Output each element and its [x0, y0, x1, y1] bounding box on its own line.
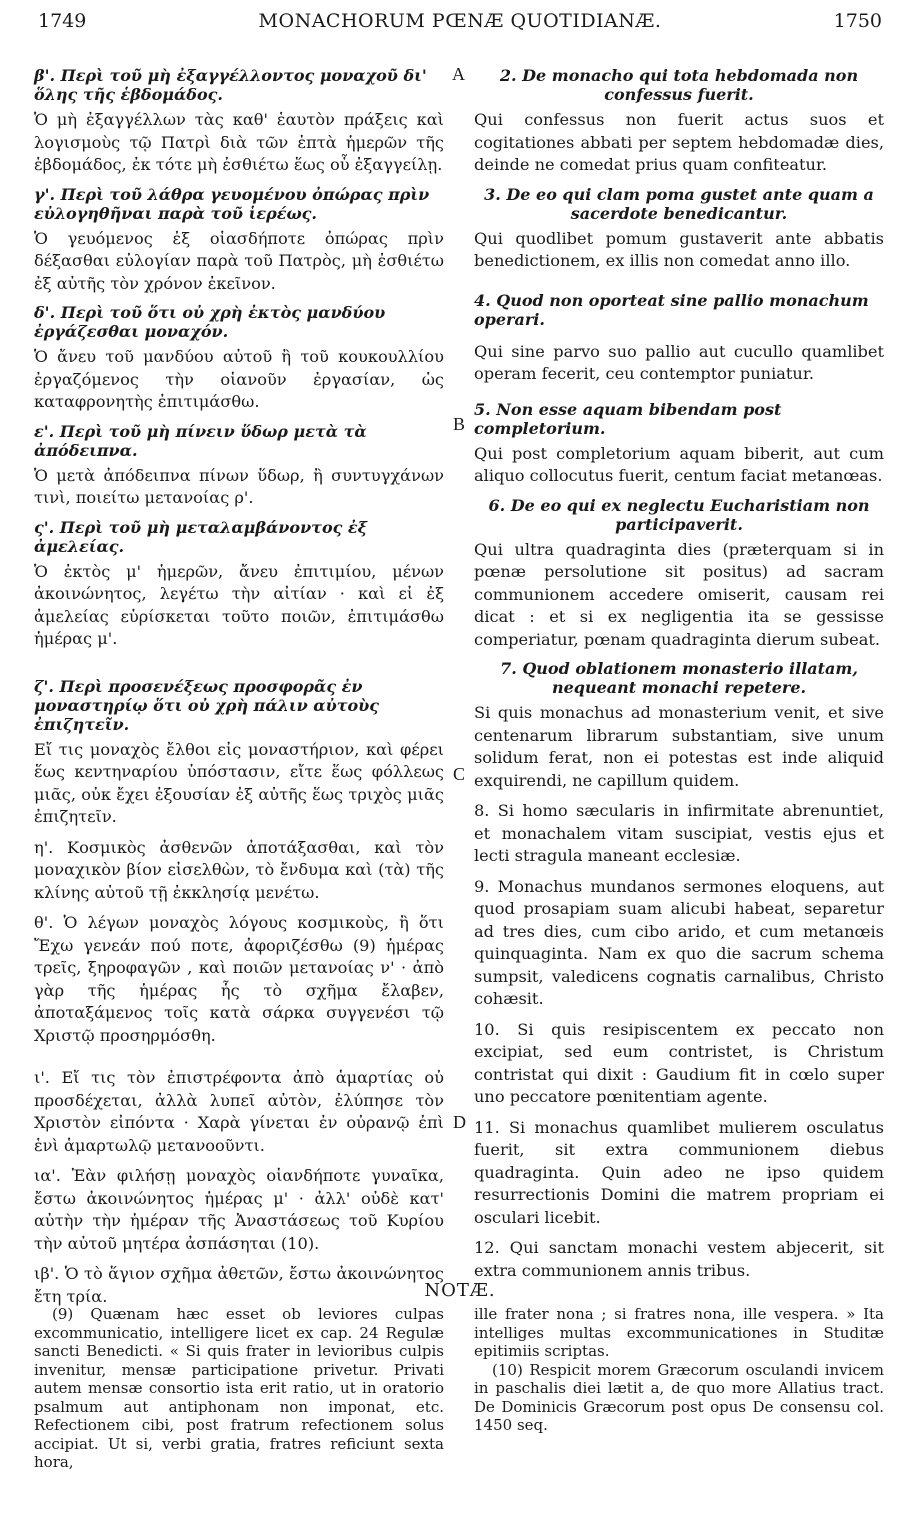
section-text: 9. Monachus mundanos sermones eloquens, aut quod prosapiam suam alicubi habeat, separetur ad tres dies, cum cibo arido, et cum metanœis quinquaginta. Nam ex quo die sacrum schema sumpsit, valedicens cognatis carnalibus, Christo cohæsit.: [474, 876, 884, 1008]
greek-section: [34, 66, 444, 177]
latin-section: [474, 185, 884, 273]
notes-right: [474, 1305, 884, 1435]
section-text: Qui quodlibet pomum gustaverit ante abbatis benedictionem, ex illis non comedat anno illo.: [474, 228, 884, 270]
greek-section: [34, 422, 444, 510]
section-heading: γ'. Περὶ τοῦ λάθρα γευομένου ὀπώρας πρὶν εὐλογηθῆναι παρὰ τοῦ ἱερέως.: [34, 184, 430, 223]
greek-section: [34, 1165, 444, 1255]
section-text: Qui sine parvo suo pallio aut cucullo quamlibet operam fecerit, ceu contemptor puniatur.: [474, 341, 884, 383]
margin-letter-c: C: [453, 764, 466, 784]
greek-section: [34, 1067, 444, 1157]
section-text: Ὁ ἐκτὸς μ' ἡμερῶν, ἄνευ ἐπιτιμίου, μένων ἀκοινώνητος, λεγέτω τὴν αἰτίαν · καὶ εἰ ἐξ ἀμελείας εὑρίσκεται τοῦτο ποιῶν, ἐπιτιμάσθω ἡμέρας μ'.: [34, 561, 444, 648]
section-heading: 2. De monacho qui tota hebdomada non confessus fuerit.: [499, 66, 859, 104]
section-heading: ζ'. Περὶ προσενέξεως προσφορᾶς ἐν μοναστηρίῳ ὅτι οὐ χρὴ πάλιν αὐτοὺς ἐπιζητεῖν.: [34, 676, 379, 734]
page-title: MONACHORUM PŒNÆ QUOTIDIANÆ.: [258, 10, 662, 32]
latin-section: [474, 1117, 884, 1230]
notes-heading: NOTÆ.: [424, 1280, 496, 1301]
note-10: (10) Respicit morem Græcorum osculandi invicem in paschalis diei lætit a, de quo more Allatius tract. De Dominicis Græcorum post opus De consensu col. 1450 seq.: [474, 1360, 884, 1434]
latin-section: [474, 876, 884, 1011]
section-text: ιβ'. Ὁ τὸ ἅγιον σχῆμα ἀθετῶν, ἔστω ἀκοινώνητος ἔτη τρία.: [34, 1264, 444, 1306]
latin-section: [474, 1019, 884, 1109]
section-heading: ς'. Περὶ τοῦ μὴ μεταλαμβάνοντος ἐξ ἀμελείας.: [34, 517, 368, 556]
section-text: θ'. Ὁ λέγων μοναχὸς λόγους κοσμικοὺς, ἢ ὅτι Ἔχω γενεάν πού ποτε, ἀφοριζέσθω (9) ἡμέρας τρεῖς, ξηροφαγῶν , καὶ ποιῶν μετανοίας ν' · ἀπὸ γὰρ τῆς ἡμέρας ἧς τὸ σχῆμα ἔλαβεν, ἀποταξάμενος τοῖς κατὰ σάρκα συγγενέσι τῷ Χριστῷ προσηρμόσθη.: [34, 913, 444, 1045]
notes-left: [34, 1305, 444, 1472]
latin-section: [474, 66, 884, 177]
section-text: 11. Si monachus quamlibet mulierem osculatus fuerit, sit extra communionem diebus quadraginta. Quin adeo ne ipso quidem resurrectionis Domini die matrem propriam ei osculari licebit.: [474, 1117, 884, 1227]
section-text: 8. Si homo sæcularis in infirmitate abrenuntiet, et monachalem vitam suscipiat, vestis ejus et lecti stragula maneant ecclesiæ.: [474, 801, 884, 865]
margin-letter-b: B: [453, 414, 466, 434]
section-text: ια'. Ἐὰν φιλήσῃ μοναχὸς οἱανδήποτε γυναῖκα, ἔστω ἀκοινώνητος ἡμέρας μ' · ἀλλ' οὐδὲ κατ' αὐτὴν τὴν ἡμέραν τῆς Ἀναστάσεως τοῦ Κυρίου τὴν αὐτοῦ μητέρα ἀσπάσηται (10).: [34, 1166, 444, 1253]
section-heading: β'. Περὶ τοῦ μὴ ἐξαγγέλλοντος μοναχοῦ δι' ὅλης τῆς ἑβδομάδος.: [34, 66, 427, 104]
greek-section: [34, 185, 444, 296]
latin-section: [474, 800, 884, 868]
latin-section: [474, 1237, 884, 1282]
section-heading: ε'. Περὶ τοῦ μὴ πίνειν ὕδωρ μετὰ τὰ ἀπόδειπνα.: [34, 421, 367, 460]
section-text: Ὁ ἄνευ τοῦ μανδύου αὐτοῦ ἢ τοῦ κουκουλλίου ἐργαζόμενος τὴν οἱανοῦν ἐργασίαν, ὡς καταφρονητὴς ἐπιτιμάσθω.: [34, 347, 444, 411]
latin-section: [474, 291, 884, 386]
greek-section: [34, 837, 444, 905]
section-text: Ὁ μὴ ἐξαγγέλλων τὰς καθ' ἑαυτὸν πράξεις καὶ λογισμοὺς τῷ Πατρὶ διὰ τῶν ἑπτὰ ἡμερῶν τῆς ἑβδομάδος, ἐκ τότε μὴ ἐσθιέτω ἕως οὗ ἐξαγγείλῃ.: [34, 110, 444, 174]
latin-section: [474, 400, 884, 488]
margin-letter-d: D: [453, 1112, 466, 1132]
left-page-number: 1749: [38, 10, 87, 32]
section-text: Si quis monachus ad monasterium venit, et sive centenarum librarum substantiam, sive unum solidum ferat, non ei potestas est inde aliquid exquirendi, ne capillum quidem.: [474, 703, 884, 790]
greek-column: [34, 66, 444, 1316]
greek-section: [34, 912, 444, 1047]
note-9: (9) Quænam hæc esset ob leviores culpas excommunicatio, intelligere licet ex cap. 24 Regulæ sancti Benedicti. « Si quis frater in levioribus culpis invenitur, mensæ participatione privetur. Privati autem mensæ consortio ista erit ratio, ut in oratorio psalmum aut antiphonam non imponat, etc. Refectionem cibi, post fratrum refectionem solus accipiat. Ut si, verbi gratia, fratres reficiunt sexta hora,: [34, 1305, 444, 1471]
section-heading: 6. De eo qui ex neglectu Eucharistiam non participaverit.: [488, 495, 870, 534]
margin-letter-a: A: [452, 64, 465, 84]
latin-section: [474, 496, 884, 652]
section-text: 10. Si quis resipiscentem ex peccato non excipiat, sed eum contristet, is Christum contristat qui dixit : Gaudium fit in cœlo super uno peccatore pœnitentiam agente.: [474, 1019, 884, 1106]
latin-column: [474, 66, 884, 1290]
section-heading: 3. De eo qui clam poma gustet ante quam a sacerdote benedicantur.: [484, 184, 874, 223]
section-text: η'. Κοσμικὸς ἀσθενῶν ἀποτάξασθαι, καὶ τὸν μοναχικὸν βίον εἰσελθὼν, τὸ ἔνδυμα καὶ (τὰ) τῆς κλίνης αὐτοῦ τῇ ἐκκλησίᾳ μενέτω.: [34, 837, 444, 902]
section-heading: 5. Non esse aquam bibendam post completorium.: [474, 399, 782, 438]
section-text: Εἴ τις μοναχὸς ἔλθοι εἰς μοναστήριον, καὶ φέρει ἕως κεντηναρίου ὑπόστασιν, εἴτε ἕως φόλλεως μιᾶς, οὐκ ἔχει ἐξουσίαν ἐξ αὐτῆς ἕως τριχὸς μιᾶς ἐπιζητεῖν.: [34, 739, 444, 826]
section-heading: 4. Quod non oporteat sine pallio monachum operari.: [474, 290, 869, 329]
greek-section: [34, 303, 444, 414]
right-page-number: 1750: [833, 10, 882, 32]
note-9-continued: ille frater nona ; si fratres nona, ille vespera. » Ita intelliges multas excommunicationes in Studitæ epitimiis scriptas.: [474, 1305, 884, 1360]
section-text: Qui ultra quadraginta dies (præterquam si in pœnæ persolutione sit positus) ad sacram communionem accedere omiserit, causam rei dicat : et si ex negligentia ita se gessisse comperiatur, pœnam quadraginta dierum subeat.: [474, 539, 884, 649]
section-heading: 7. Quod oblationem monasterio illatam, nequeant monachi repetere.: [500, 659, 858, 697]
section-text: Qui post completorium aquam biberit, aut cum aliquo collocutus fuerit, centum faciat metanœas.: [474, 443, 884, 485]
section-text: Ὁ μετὰ ἀπόδειπνα πίνων ὕδωρ, ἢ συντυγχάνων τινὶ, ποιείτω μετανοίας ρ'.: [34, 465, 444, 507]
latin-section: [474, 659, 884, 792]
greek-section: [34, 677, 444, 829]
section-text: ι'. Εἴ τις τὸν ἐπιστρέφοντα ἀπὸ ἁμαρτίας οὐ προσδέχεται, ἀλλὰ λυπεῖ αὐτὸν, ἐλύπησε τὸν Χριστὸν εἰπόντα · Χαρὰ γίνεται ἐν οὐρανῷ ἐπὶ ἑνὶ ἁμαρτωλῷ μετανοοῦντι.: [34, 1068, 444, 1155]
section-text: Ὁ γευόμενος ἐξ οἱασδήποτε ὀπώρας πρὶν δέξασθαι εὐλογίαν παρὰ τοῦ Πατρὸς, μὴ ἐσθιέτω ἐξ αὐτῆς τὸν χρόνον ἐκεῖνον.: [34, 228, 444, 293]
section-text: Qui confessus non fuerit actus suos et cogitationes abbati per septem hebdomadæ dies, deinde ne comedat prius quam confiteatur.: [474, 110, 884, 174]
greek-section: [34, 518, 444, 651]
section-heading: δ'. Περὶ τοῦ ὅτι οὐ χρὴ ἐκτὸς μανδύου ἐργάζεσθαι μοναχόν.: [34, 303, 386, 341]
section-text: 12. Qui sanctam monachi vestem abjecerit, sit extra communionem annis tribus.: [474, 1238, 884, 1280]
